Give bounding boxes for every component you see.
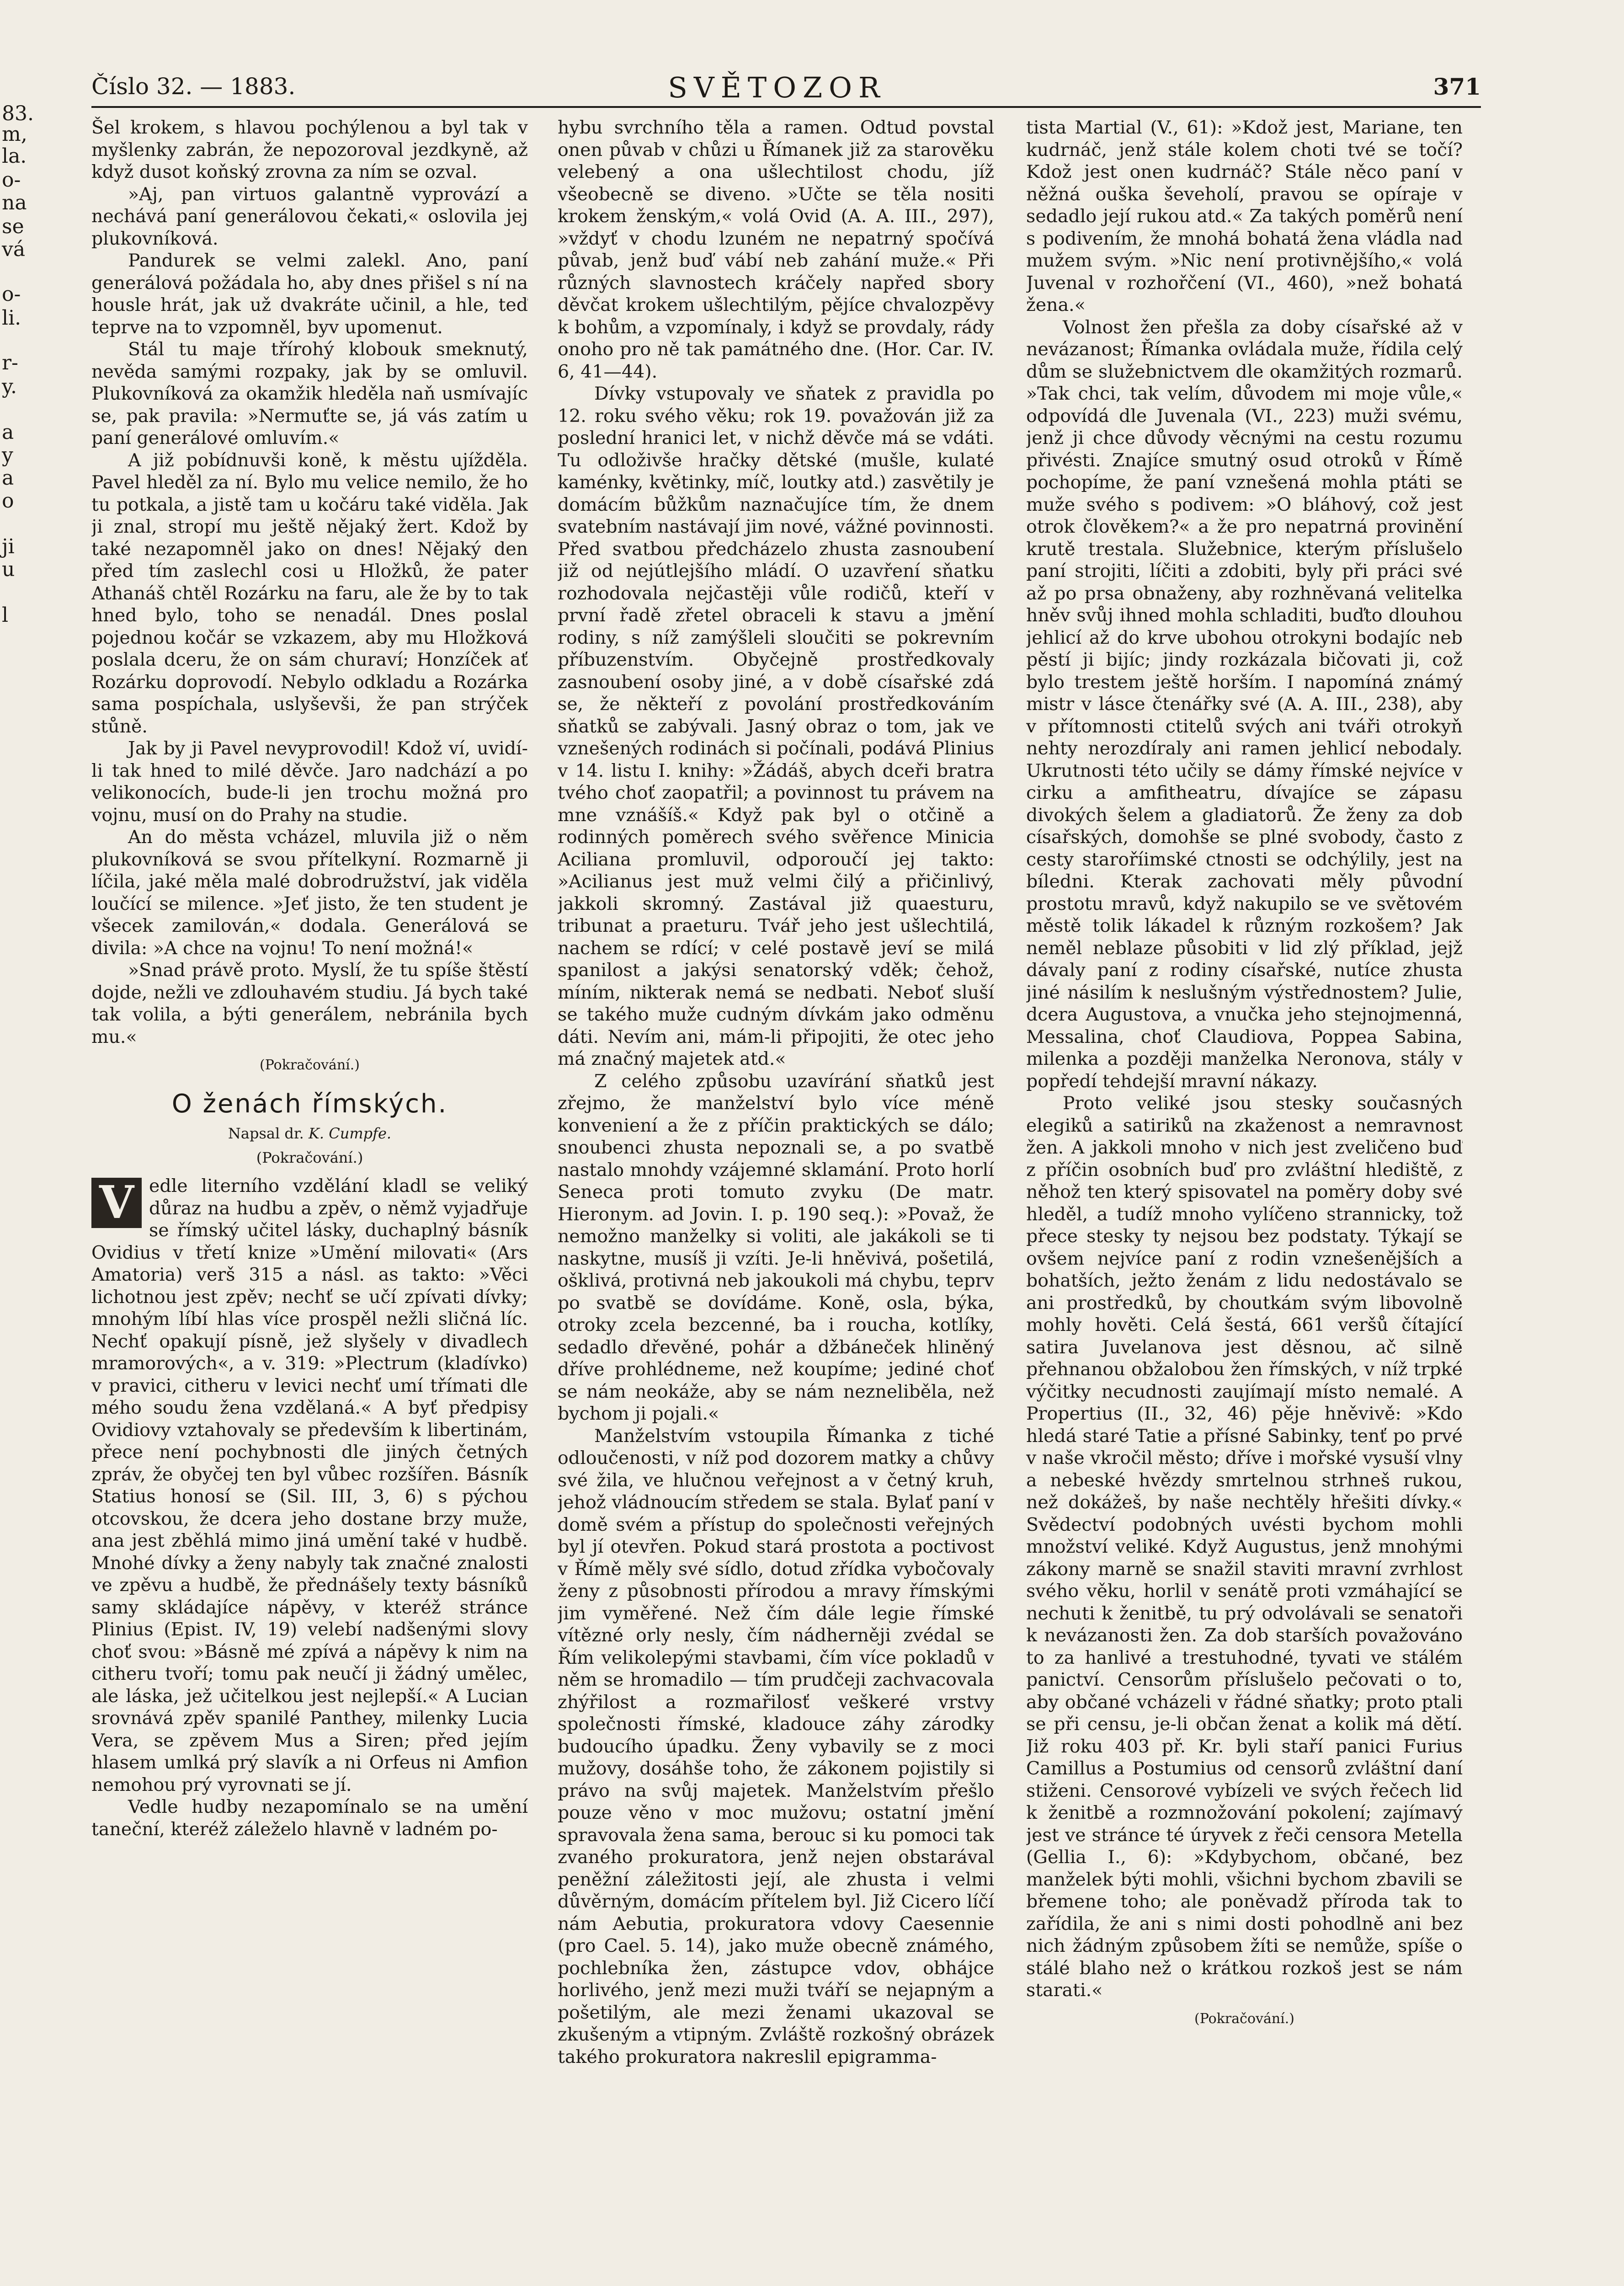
edge-fragment: y xyxy=(2,443,13,467)
paragraph: Z celého způsobu uzavírání sňatků jest zřejmo, že manželství bylo více méně konveniení a že z příčin praktických se dálo; snoubenci zhusta nepoznali se, a po svatbě nastalo mnohdy vzájemné sklamání. Proto horlí Seneca proti tomuto zvyku (De matr. Hieronym. ad Jovin. I. p. 190 seq.): »Považ, že nemožno manželky si voliti, ale jakákoli se ti naskytne, musíš ji vzíti. Je-li hněvivá, pošetilá, ošklivá, protivná neb jakoukoli má chybu, teprv po svatbě se dovídáme. Koně, osla, býka, otroky zcela bezcenné, ba i roucha, kotlíky, sedadlo dřevěné, pohár a džbáneček hliněný dříve prohlédneme, než koupíme; jediné choť se nám neokáže, aby se nám nezneliběla, než bychom ji pojali.« xyxy=(558,1070,994,1424)
edge-fragment: a xyxy=(2,466,14,490)
drop-cap-initial: V xyxy=(91,1178,142,1228)
edge-fragment: la. xyxy=(2,144,27,168)
article-paragraph: Vedle hudby nezapomínalo se na umění taneční, kteréž záleželo hlavně v ladném po- xyxy=(91,1796,528,1840)
paragraph: Manželstvím vstoupila Římanka z tiché odloučenosti, v níž pod dozorem matky a chůvy své žila, ve hlučnou veřejnost a v četný kruh, jehož vládnoucím středem se stala. Bylať paní v domě svém a přístup do společnosti veřejných byl jí otevřen. Pokud stará prostota a poctivost v Římě měly své sídlo, dotud zřídka vybočovaly ženy z působnosti přírodou a mravy římskými jim vyměřené. Než čím dále legie římské vítězné orly nesly, čím nádherněji zvédal se Řím velikolepými stavbami, čím více pokladů v něm se hromadilo — tím prudčeji zachvacovala zhýřilost a rozmařilosť veškeré vrstvy společnosti římské, kladouce záhy zárodky budoucího úpadku. Ženy vybavily se z moci mužovy, dosáhše toho, že zákonem pojistily si právo na svůj majetek. Manželstvím přešlo pouze věno v moc mužovu; ostatní jmění spravovala žena sama, berouc si ku pomoci tak zvaného prokuratora, jenž nejen obstarával peněžní záležitosti její, ale zhusta i velmi důvěrným, domácím přítelem byl. Již Cicero líčí nám Aebutia, prokuratora vdovy Caesennie (pro Cael. 5. 14), jako muže obecně známého, pochlebníka žen, zástupce vdov, obhájce horlivého, jenž mezi muži tváří se nejapným a pošetilým, ale mezi ženami ukazoval se zkušeným a vtipným. Zvláště rozkošný obrázek takého prokuratora nakreslil epigramma- xyxy=(558,1425,994,2067)
edge-fragment: y. xyxy=(2,375,17,398)
paragraph: An do města vcházel, mluvila již o něm plukovníková se svou přítelkyní. Rozmarně ji líčila, jaké měla malé dobrodružství, jak viděla loučící se milence. »Jeť jisto, že ten student je všecek zamilován,« dodala. Generálová se divila: »A chce na vojnu! To není možná!« xyxy=(91,827,528,959)
edge-fragment: se xyxy=(2,215,24,238)
edge-fragment: o- xyxy=(2,283,21,306)
paragraph: »Snad právě proto. Myslí, že tu spíše štěstí dojde, nežli ve zdlouhavém studiu. Já bych také tak volila, a býti generálem, nebránila bych mu.« xyxy=(91,960,528,1047)
paragraph: Dívky vstupovaly ve sňatek z pravidla po 12. roku svého věku; rok 19. považován již za poslední hranici let, v nichž děvče má se vdáti. Tu odloživše hračky dětské (mušle, kulaté kaménky, květinky, míč, loutky atd.) zasvětily je domácím bůžkům naznačujíce tím, že dnem svatebním nastávají jim nové, vážné povinnosti. Před svatbou předcházelo zhusta zasnoubení již od nejútlejšího mládí. O uzavření sňatku rozhodovala nejčastěji vůle rodičů, kteří v první řadě zřetel obraceli k stavu a jmění rodiny, s níž zamýšleli sloučiti se pokrevním příbuzenstvím. Obyčejně prostředkovaly zasnoubení osoby jiné, a v době císařské zdá se, že někteří z povolání prostředkováním sňatků se zabývali. Jasný obraz o tom, jak ve vznešených rodinách si počínali, podává Plinius v 14. listu I. knihy: »Žádáš, abych dceři bratra tvého choť zaopatřil; a povinnost tu právem na mne vznášíš.« Když pak byl o otčině a rodinných poměrech svého svěřence Minicia Aciliana promluvil, odporoučí jej takto: »Acilianus jest muž velmi čilý a přičinlivý, jakkoli skromný. Zastával již quaesturu, tribunat a praeturu. Tvář jeho jest ušlechtilá, nachem se rdící; v celé postavě jeví se milá spanilost a jakýsi senatorský vděk; čehož, míním, nikterak nemá se nedbati. Neboť sluší se takého muže cudným dívkám jako odměnu dáti. Nevím ani, mám-li připojiti, že otec jeho má značný majetek atd.« xyxy=(558,383,994,1069)
edge-fragment: m, xyxy=(2,123,27,146)
edge-fragment: o- xyxy=(2,168,21,192)
issue-number: Číslo 32. — 1883. xyxy=(91,73,296,100)
paragraph: Šel krokem, s hlavou pochýlenou a byl tak v myšlenky zabrán, že nepozoroval jezdkyně, až když dusot koňský zrovna za ním se ozval. xyxy=(91,117,528,182)
edge-fragment: ji xyxy=(2,535,15,558)
paragraph: Proto veliké jsou stesky současných elegiků a satiriků na zkaženost a nemravnost žen. A jakkoli mnoho v nich jest zveličeno buď z příčin osobních buď pro zvláštní hlediště, z něhož ten který spisovatel na poměry doby své hleděl, a tudíž mnoho vylíčeno strannicky, tož přece stesky ty nejsou bez podstaty. Týkají se ovšem nejvíce paní z rodin vznešenějších a bohatších, ježto ženám z lidu nedostávalo se ani prostředků, by choutkám svým libovolně mohly hověti. Celá šestá, 661 veršů čítající satira Juvelanova jest děsnou, ač silně přehnanou obžalobou žen římských, v níž trpké výčitky necudnosti zaujímají místo nemalé. A Propertius (II., 32, 46) pěje hněvivě: »Kdo hledá staré Tatie a přísné Sabinky, tenť po prvé v naše vkročil město; dříve i mořské vysuší vlny a nebeské hvězdy smrtelnou strhneš rukou, než dokážeš, by naše nechtěly hřešiti dívky.« Svědectví podobných uvésti bychom mohli množství veliké. Když Augustus, jenž mnohými zákony marně se snažil staviti mravní zvrhlost svého věku, horlil v senátě proti vzmáhající se nechuti k ženitbě, tu prý odvolávali se senatoři k nevázanosti žen. Za dob starších považováno to za hanlivé a trestuhodné, tyvati ve stálém panictví. Censorům příslušelo pečovati o to, aby občané vcházeli v řádné sňatky; proto ptali se při censu, je-li občan ženat a kolik má dětí. Již roku 403 př. Kr. byli staří panici Furius Camillus a Postumius od censorů zvláštní daní stiženi. Censorové vybízeli ve svých řečech lid k ženitbě a rozmnožování pokolení; zajímavý jest ve stránce té úryvek z řeči censora Metella (Gellia I., 6): »Kdybychom, občané, bez manželek býti mohli, všichni bychom zbavili se břemene toho; ale poněvadž příroda tak to zařídila, že ani s nimi dosti pohodlně ani bez nich žádným způsobem žíti se nemůže, spíše o stálé blaho než o krátkou rozkoš jest se nám starati.« xyxy=(1026,1093,1463,2001)
author-name: K. Cumpfe. xyxy=(308,1125,392,1142)
edge-fragment: o xyxy=(2,489,14,513)
article-paragraph xyxy=(91,1175,528,1796)
article-continued-note: (Pokračování.) xyxy=(256,1148,363,1166)
article-title: O ženách římských. xyxy=(171,1089,448,1119)
edge-fragment: r- xyxy=(2,351,18,374)
publication-title: SVĚTOZOR xyxy=(668,71,886,104)
page-number: 371 xyxy=(1433,73,1481,100)
paragraph: tista Martial (V., 61): »Kdož jest, Mariane, ten kudrnáč, jenž stále kolem choti tvé se točí? Kdož jest onen kudrnáč? Stále něco paní v něžná ouška ševeholí, pravou se opíraje v sedadlo její rukou atd.« Za takých poměrů není s podivením, že mnohá bohatá žena vládla nad mužem svým. »Nic není protivnějšího,« volá Juvenal v rozhořčení (VI., 460), »než bohatá žena.« xyxy=(1026,117,1463,315)
edge-fragment: 83. xyxy=(2,102,34,125)
left-margin-fragments xyxy=(0,0,34,2286)
continued-note: (Pokračování.) xyxy=(260,1057,360,1073)
edge-fragment: u xyxy=(2,558,15,581)
edge-fragment: li. xyxy=(2,306,21,330)
edge-fragment: vá xyxy=(2,238,26,261)
column-3 xyxy=(1026,117,1463,2275)
continued-note: (Pokračování.) xyxy=(1194,2010,1294,2027)
article-author xyxy=(91,1122,528,1145)
paragraph: A již pobídnuvši koně, k městu ujížděla. Pavel hleděl za ní. Bylo mu velice nemilo, že ho tu potkala, a jistě tam u kočáru také viděla. Jak ji znal, stropí mu ještě nějaký žert. Kdož by také nezapomněl jako on dnes! Nějaký den před tím zaslechl cosi u Hložků, že pater Athanáš chtěl Rozárku na faru, ale že by to tak hned bylo, toho se nenadál. Dnes poslal pojednou kočár se vzkazem, aby mu Hložková poslala dceru, že on sám churaví; Honzíček ať Rozárku doprovodí. Nebylo odkladu a Rozárka sama pospíchala, uslyševši, že pan strýček stůně. xyxy=(91,449,528,737)
paragraph: Volnost žen přešla za doby císařské až v nevázanost; Římanka ovládala muže, řídila celý dům se služebnictvem dle okamžitých rozmarů. »Tak chci, tak velím, důvodem mi moje vůle,« odpovídá dle Juvenala (VI., 223) muži svému, jenž ji chce důvody věcnými na cestu rozumu přivésti. Znajíce smutný osud otroků v Římě pochopíme, že paní vznešená mohla ptáti se muže svého s podivem: »O bláhový, což jest otrok člověkem?« a že pro nepatrná provinění krutě trestala. Služebnice, kterým příslušelo paní strojiti, líčiti a zdobiti, byly při práci své až po prsa obnaženy, aby rozhněvaná velitelka hněv svůj ihned mohla schladiti, buďto dlouhou jehlicí až do krve ubohou otrokyni bodajíc neb pěstí ji bijíc; jindy rozkázala bičovati ji, což bylo trestem ještě horším. I napomíná známý mistr v lásce čtenářky své (A. A. III., 238), aby v přítomnosti ctitelů svých ani tváři otrokyň nehty nerozdíraly ani ramen jehlicí nebodaly. Ukrutnosti této učily se dámy římské nejvíce v cirku a amfitheatru, dívajíce se zápasu divokých šelem a gladiatorů. Že ženy za dob císařských, domohše se plné svobody, často z cesty staroříimské ctnosti se odchýlily, jest na bíledni. Kterak zachovati měly původní prostotu mravů, když nakupilo se ve světovém městě tolik lákadel k různým rozkošem? Jak neměl neblaze působiti v lid zlý příklad, jejž dávaly paní z rodiny císařské, nutíce zhusta jiné násilím k neslušným výstřednostem? Julie, dcera Augustova, a vnučka jeho stejnojmenná, Messalina, choť Claudiova, Poppea Sabina, milenka a později manželka Neronova, stály v popředí tehdejší mravní nákazy. xyxy=(1026,316,1463,1092)
paragraph: Pandurek se velmi zalekl. Ano, paní generálová požádala ho, aby dnes přišel s ní na housle hrát, jak už dvakráte učinil, a hle, teď teprve na to vzpomněl, byv upomenut. xyxy=(91,250,528,338)
edge-fragment: na xyxy=(2,191,27,214)
edge-fragment: l xyxy=(2,604,9,627)
paragraph: Stál tu maje třírohý klobouk smeknutý, nevěda samými rozpaky, jak by se omluvil. Plukovníková za okamžik hleděla naň usmívajíc se, pak pravila: »Nermuťte se, já vás zatím u paní generálové omluvím.« xyxy=(91,339,528,449)
author-prefix: Napsal dr. xyxy=(228,1125,304,1142)
edge-fragment: a xyxy=(2,421,14,444)
paragraph: »Aj, pan virtuos galantně vyprovází a nechává paní generálovou čekati,« oslovila jej plukovníková. xyxy=(91,183,528,249)
paragraph: hybu svrchního těla a ramen. Odtud povstal onen půvab v chůzi u Římanek již za starověku velebený a ona ušlechtilost chodu, jíž všeobecně se diveno. »Učte se těla nositi krokem ženským,« volá Ovid (A. A. III., 297), »vždyť v chodu lzuném ne nepatrný spočívá půvab, jenž buď vábí neb zahání muže.« Při různých slavnostech kráčely napřed sbory děvčat krokem ušlechtilým, pějíce chvalozpěvy k bohům, a vzpomínaly, i když se provdaly, rády onoho pro ně tak památného dne. (Hor. Car. IV. 6, 41—44). xyxy=(558,117,994,382)
column-2 xyxy=(558,117,994,2275)
article-text: edle literního vzdělání kladl se veliký důraz na hudbu a zpěv, o němž vyjadřuje se římský učitel lásky, duchaplný básník Ovidius v třetí knize »Umění milovati« (Ars Amatoria) verš 315 a násl. as takto: »Věci lichotnou jest zpěv; nechť se učí zpívati dívky; mnohým líbí hlas více prospěl nežli sličná líc. Nechť opakují písně, jež slyšely v divadlech mramorových«, a v. 319: »Plectrum (kladívko) v pravici, citheru v levici nechť umí třímati dle mého soudu žena vzdělaná.« A byť předpisy Ovidiovy vztahovaly se především k libertinám, přece není pochybnosti dle jiných četných zpráv, že obyčej ten byl vůbec rozšířen. Básník Statius honosí se (Sil. III, 3, 6) s pýchou otcovskou, že dcera jeho dostane brzy muže, ana jest zběhlá mimo jiná umění také v hudbě. Mnohé dívky a ženy nabyly tak značné znalosti ve zpěvu a hudbě, že přednášely texty básníků samy skládajíce nápěvy, v kteréž stránce Plinius (Epist. IV, 19) velebí nadšenými slovy choť svou: »Básně mé zpívá a nápěvy k nim na citheru tvoří; tomu pak neučí ji žádný umělec, ale láska, jež učitelkou jest nejlepší.« A Lucian srovnává zpěv spanilé Panthey, milenky Lucia Vera, se zpěvem Mus a Siren; před jejím hlasem umlká prý slavík a ni Orfeus ni Amfion nemohou prý vyrovnati se jí. xyxy=(91,1175,528,1795)
paragraph: Jak by ji Pavel nevyprovodil! Kdož ví, uvidí-li tak hned to milé děvče. Jaro nadchází a po velikonocích, bude-li jen trochu možná pro vojnu, musí on do Prahy na studie. xyxy=(91,738,528,826)
column-1 xyxy=(91,117,528,2275)
page-header xyxy=(73,71,1481,107)
header-rule xyxy=(91,106,1481,108)
